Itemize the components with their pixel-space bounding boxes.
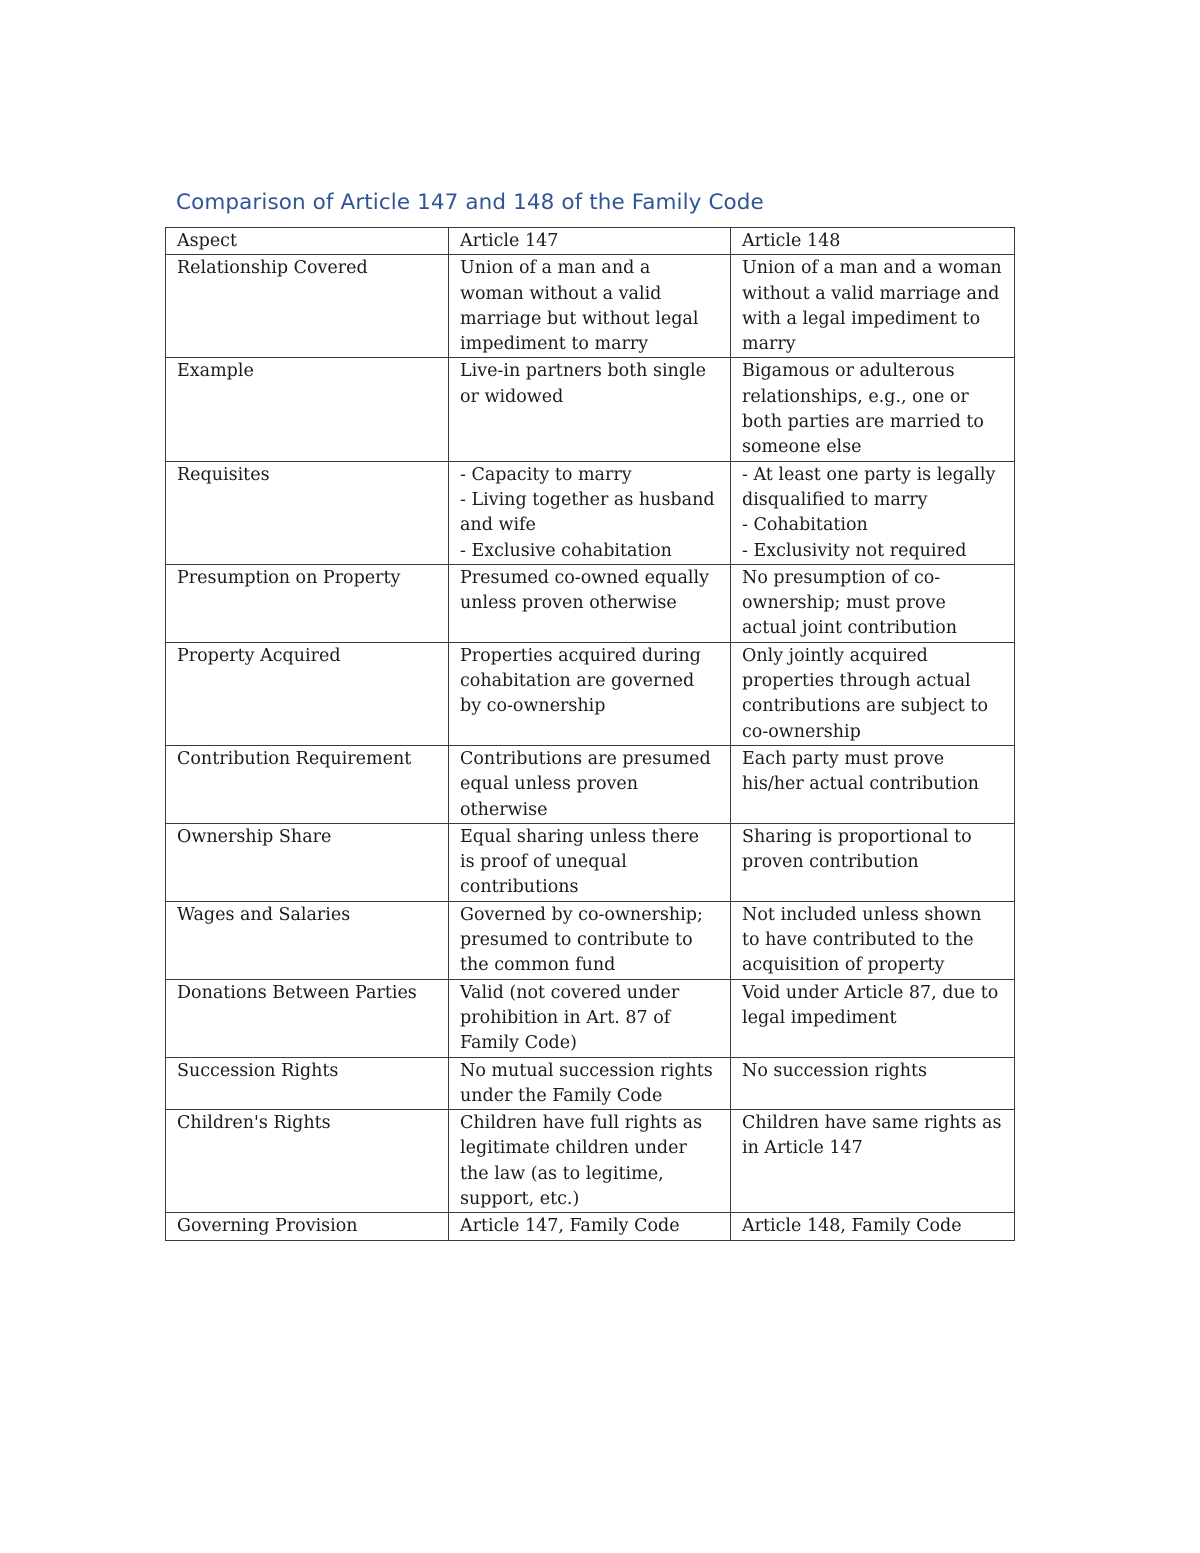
table-row: [166, 979, 1015, 1057]
comparison-table: [165, 227, 1015, 1241]
table-row: [166, 745, 1015, 823]
table-row: [166, 642, 1015, 745]
article-147-cell: Article 147, Family Code: [449, 1213, 731, 1240]
article-147-cell: Presumed co-owned equally unless proven otherwise: [449, 564, 731, 642]
article-148-cell: Each party must prove his/her actual contribution: [731, 745, 1015, 823]
aspect-cell: Relationship Covered: [166, 255, 449, 358]
article-148-cell: No presumption of co-ownership; must prove actual joint contribution: [731, 564, 1015, 642]
aspect-cell: Property Acquired: [166, 642, 449, 745]
table-row: [166, 1110, 1015, 1213]
aspect-cell: Requisites: [166, 461, 449, 564]
page-title: Comparison of Article 147 and 148 of the Family Code: [176, 190, 764, 215]
aspect-cell: Donations Between Parties: [166, 979, 449, 1057]
table-row: [166, 1057, 1015, 1110]
aspect-cell: Example: [166, 358, 449, 461]
aspect-cell: Presumption on Property: [166, 564, 449, 642]
article-148-cell: - At least one party is legally disqualified to marry - Cohabitation - Exclusivity not required: [731, 461, 1015, 564]
article-148-cell: Not included unless shown to have contributed to the acquisition of property: [731, 901, 1015, 979]
article-148-cell: Children have same rights as in Article 147: [731, 1110, 1015, 1213]
article-147-cell: Properties acquired during cohabitation are governed by co-ownership: [449, 642, 731, 745]
header-article-148: Article 148: [731, 228, 1015, 255]
article-148-cell: Void under Article 87, due to legal impediment: [731, 979, 1015, 1057]
aspect-cell: Wages and Salaries: [166, 901, 449, 979]
table-row: [166, 823, 1015, 901]
article-148-cell: Only jointly acquired properties through actual contributions are subject to co-ownership: [731, 642, 1015, 745]
table-row: [166, 901, 1015, 979]
article-147-cell: Live-in partners both single or widowed: [449, 358, 731, 461]
article-148-cell: Bigamous or adulterous relationships, e.g., one or both parties are married to someone else: [731, 358, 1015, 461]
aspect-cell: Governing Provision: [166, 1213, 449, 1240]
table-row: [166, 255, 1015, 358]
table-row: [166, 461, 1015, 564]
article-148-cell: Sharing is proportional to proven contribution: [731, 823, 1015, 901]
article-148-cell: Article 148, Family Code: [731, 1213, 1015, 1240]
article-148-cell: Union of a man and a woman without a valid marriage and with a legal impediment to marry: [731, 255, 1015, 358]
article-147-cell: Valid (not covered under prohibition in Art. 87 of Family Code): [449, 979, 731, 1057]
article-148-cell: No succession rights: [731, 1057, 1015, 1110]
article-147-cell: Children have full rights as legitimate children under the law (as to legitime, support, etc.): [449, 1110, 731, 1213]
aspect-cell: Contribution Requirement: [166, 745, 449, 823]
aspect-cell: Children's Rights: [166, 1110, 449, 1213]
article-147-cell: - Capacity to marry - Living together as husband and wife - Exclusive cohabitation: [449, 461, 731, 564]
article-147-cell: Union of a man and a woman without a valid marriage but without legal impediment to marry: [449, 255, 731, 358]
table-row: [166, 564, 1015, 642]
header-aspect: Aspect: [166, 228, 449, 255]
article-147-cell: Equal sharing unless there is proof of unequal contributions: [449, 823, 731, 901]
article-147-cell: Governed by co-ownership; presumed to contribute to the common fund: [449, 901, 731, 979]
article-147-cell: Contributions are presumed equal unless proven otherwise: [449, 745, 731, 823]
table-header-row: [166, 228, 1015, 255]
aspect-cell: Succession Rights: [166, 1057, 449, 1110]
table-row: [166, 358, 1015, 461]
header-article-147: Article 147: [449, 228, 731, 255]
table-row: [166, 1213, 1015, 1240]
aspect-cell: Ownership Share: [166, 823, 449, 901]
article-147-cell: No mutual succession rights under the Family Code: [449, 1057, 731, 1110]
